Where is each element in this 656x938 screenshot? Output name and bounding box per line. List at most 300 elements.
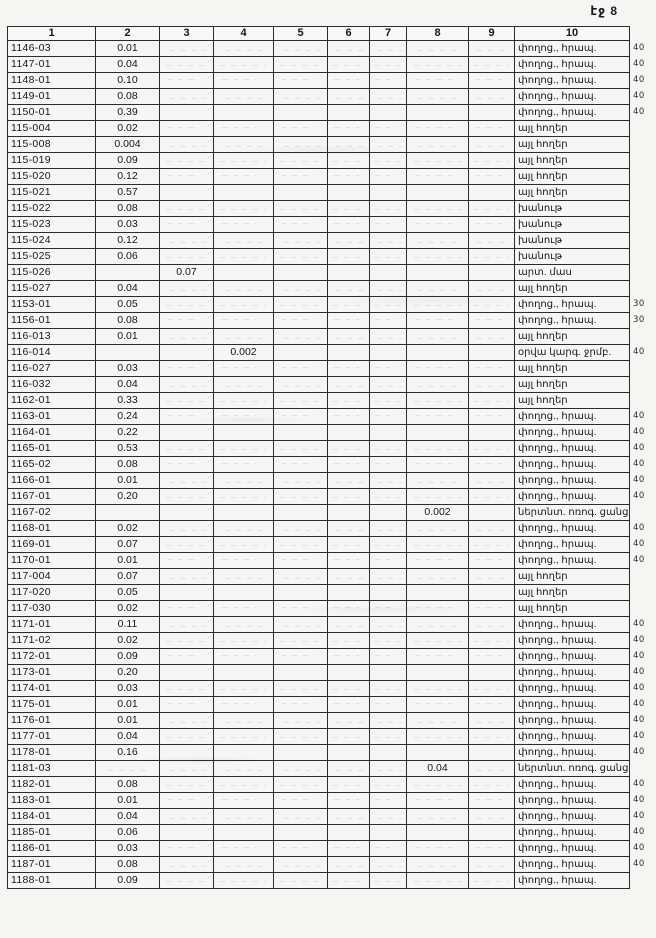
margin-annotation: 30: [633, 299, 645, 310]
table-row: [8, 729, 654, 745]
margin-annotation: 40: [633, 651, 645, 662]
cell-parcel-code: 1148-01: [8, 73, 96, 89]
cell-col-3: [160, 249, 214, 265]
cell-land-use: փողոց., հրապ.: [515, 537, 630, 553]
cell-land-use: փողոց., հրապ.: [515, 873, 630, 889]
cell-land-use: փողոց., հրապ.: [515, 777, 630, 793]
margin-annotation: 40: [633, 91, 645, 102]
margin-annotation: [630, 153, 654, 169]
cell-col-7: [370, 233, 407, 249]
cell-col-6: [328, 793, 370, 809]
cell-col-5: [274, 585, 328, 601]
column-header-7: 7: [370, 27, 407, 41]
cell-col-6: [328, 777, 370, 793]
cell-col-3: [160, 617, 214, 633]
cell-col-2: 0.09: [96, 873, 160, 889]
table-row: [8, 425, 654, 441]
cell-col-9: [469, 409, 515, 425]
cell-land-use: փողոց., հրապ.: [515, 681, 630, 697]
cell-col-2: 0.09: [96, 649, 160, 665]
cell-col-5: [274, 313, 328, 329]
cell-col-9: [469, 297, 515, 313]
table-row: [8, 761, 654, 777]
cell-col-9: [469, 697, 515, 713]
cell-land-use: փողոց., հրապ.: [515, 857, 630, 873]
cell-col-8: [407, 425, 469, 441]
cell-col-9: [469, 537, 515, 553]
cell-col-7: [370, 489, 407, 505]
cell-land-use: ներտնտ. ոռոգ. ցանց: [515, 761, 630, 777]
column-header-10: 10: [515, 27, 630, 41]
cell-col-4: [214, 281, 274, 297]
cell-col-2: 0.03: [96, 361, 160, 377]
cell-col-6: [328, 73, 370, 89]
cell-col-4: [214, 553, 274, 569]
margin-annotation: 40: [633, 859, 645, 870]
table-row: [8, 569, 654, 585]
cell-col-4: [214, 409, 274, 425]
margin-annotation: 40: [633, 347, 645, 358]
column-header-3: 3: [160, 27, 214, 41]
cell-col-4: [214, 217, 274, 233]
cell-col-7: [370, 121, 407, 137]
cell-col-4: [214, 457, 274, 473]
cell-col-5: [274, 521, 328, 537]
table-row: [8, 601, 654, 617]
cell-col-4: [214, 57, 274, 73]
cell-land-use: այլ հողեր: [515, 329, 630, 345]
cell-col-9: [469, 665, 515, 681]
cell-col-6: [328, 537, 370, 553]
margin-annotation: 40: [633, 827, 645, 838]
cell-parcel-code: 1170-01: [8, 553, 96, 569]
cell-col-5: [274, 249, 328, 265]
cell-col-2: 0.03: [96, 841, 160, 857]
cell-col-9: [469, 505, 515, 521]
margin-annotation: 40: [633, 491, 645, 502]
cell-parcel-code: 116-027: [8, 361, 96, 377]
cell-parcel-code: 117-004: [8, 569, 96, 585]
cell-col-5: [274, 361, 328, 377]
cell-col-3: [160, 201, 214, 217]
cell-col-8: [407, 73, 469, 89]
cell-parcel-code: 116-032: [8, 377, 96, 393]
cell-col-9: [469, 585, 515, 601]
cell-land-use: փողոց., հրապ.: [515, 521, 630, 537]
cell-col-2: 0.01: [96, 329, 160, 345]
cell-col-4: [214, 329, 274, 345]
cell-col-6: [328, 41, 370, 57]
cell-col-5: [274, 393, 328, 409]
margin-annotation: [630, 601, 654, 617]
margin-annotation: 40: [633, 523, 645, 534]
table-row: [8, 313, 654, 329]
cell-col-6: [328, 521, 370, 537]
cell-land-use: փողոց., հրապ.: [515, 553, 630, 569]
cell-col-8: [407, 521, 469, 537]
table-row: [8, 649, 654, 665]
cell-parcel-code: 115-004: [8, 121, 96, 137]
cell-col-5: [274, 857, 328, 873]
cell-col-4: [214, 89, 274, 105]
cell-col-3: [160, 361, 214, 377]
cell-col-5: [274, 169, 328, 185]
cell-parcel-code: 1164-01: [8, 425, 96, 441]
cell-parcel-code: 1171-01: [8, 617, 96, 633]
cell-col-9: [469, 153, 515, 169]
cell-col-6: [328, 441, 370, 457]
cell-col-4: [214, 505, 274, 521]
margin-annotation: 40: [633, 411, 645, 422]
margin-annotation: [630, 761, 654, 777]
margin-annotation: 40: [633, 539, 645, 550]
table-row: [8, 169, 654, 185]
cell-col-3: [160, 713, 214, 729]
cell-col-2: 0.20: [96, 489, 160, 505]
cell-col-3: [160, 153, 214, 169]
cell-col-6: [328, 473, 370, 489]
cell-col-5: [274, 665, 328, 681]
column-header-6: 6: [328, 27, 370, 41]
cell-col-9: [469, 825, 515, 841]
cell-col-8: [407, 473, 469, 489]
table-row: [8, 505, 654, 521]
cell-land-use: խանութ: [515, 201, 630, 217]
cell-col-5: [274, 633, 328, 649]
cell-land-use: այլ հողեր: [515, 137, 630, 153]
cell-col-2: 0.08: [96, 457, 160, 473]
cell-col-3: [160, 233, 214, 249]
cell-col-7: [370, 297, 407, 313]
cell-col-6: [328, 745, 370, 761]
table-row: [8, 185, 654, 201]
cell-col-2: [96, 761, 160, 777]
cell-col-9: [469, 313, 515, 329]
cell-col-3: [160, 697, 214, 713]
cell-col-7: [370, 185, 407, 201]
cell-land-use: փողոց., հրապ.: [515, 745, 630, 761]
cell-parcel-code: 1187-01: [8, 857, 96, 873]
column-header-4: 4: [214, 27, 274, 41]
cell-col-8: [407, 265, 469, 281]
cell-col-9: [469, 345, 515, 361]
land-parcel-table: [7, 26, 654, 889]
cell-col-9: [469, 121, 515, 137]
cell-col-2: 0.01: [96, 473, 160, 489]
margin-annotation: [630, 585, 654, 601]
cell-col-3: [160, 377, 214, 393]
cell-parcel-code: 1173-01: [8, 665, 96, 681]
cell-col-4: [214, 265, 274, 281]
cell-land-use: փողոց., հրապ.: [515, 57, 630, 73]
cell-col-3: [160, 873, 214, 889]
column-header-8: 8: [407, 27, 469, 41]
cell-col-5: [274, 233, 328, 249]
cell-col-5: [274, 569, 328, 585]
cell-col-5: [274, 505, 328, 521]
cell-col-3: [160, 649, 214, 665]
cell-col-5: [274, 841, 328, 857]
cell-col-5: [274, 825, 328, 841]
cell-parcel-code: 1169-01: [8, 537, 96, 553]
cell-col-2: 0.01: [96, 793, 160, 809]
cell-parcel-code: 1153-01: [8, 297, 96, 313]
cell-parcel-code: 1147-01: [8, 57, 96, 73]
cell-col-8: [407, 665, 469, 681]
cell-parcel-code: 1183-01: [8, 793, 96, 809]
cell-col-2: 0.16: [96, 745, 160, 761]
margin-annotation: 40: [633, 683, 645, 694]
table-row: [8, 265, 654, 281]
cell-col-8: [407, 585, 469, 601]
table-row: [8, 281, 654, 297]
cell-col-7: [370, 777, 407, 793]
cell-col-7: [370, 105, 407, 121]
cell-col-4: [214, 441, 274, 457]
margin-annotation: [630, 217, 654, 233]
cell-col-6: [328, 825, 370, 841]
cell-col-8: [407, 137, 469, 153]
cell-col-4: [214, 665, 274, 681]
cell-col-3: [160, 537, 214, 553]
cell-col-2: 0.57: [96, 185, 160, 201]
cell-col-7: [370, 281, 407, 297]
cell-land-use: փողոց., հրապ.: [515, 41, 630, 57]
cell-col-8: [407, 345, 469, 361]
cell-col-8: [407, 857, 469, 873]
cell-col-8: [407, 841, 469, 857]
table-row: [8, 473, 654, 489]
cell-col-2: 0.04: [96, 809, 160, 825]
cell-col-5: [274, 57, 328, 73]
cell-col-7: [370, 169, 407, 185]
cell-col-7: [370, 569, 407, 585]
cell-col-8: [407, 297, 469, 313]
cell-col-2: 0.22: [96, 425, 160, 441]
cell-col-7: [370, 73, 407, 89]
cell-col-6: [328, 649, 370, 665]
cell-land-use: խանութ: [515, 233, 630, 249]
cell-col-7: [370, 249, 407, 265]
cell-col-5: [274, 137, 328, 153]
cell-land-use: այլ հողեր: [515, 585, 630, 601]
cell-col-7: [370, 681, 407, 697]
cell-col-6: [328, 217, 370, 233]
cell-col-4: [214, 537, 274, 553]
cell-col-5: [274, 121, 328, 137]
cell-col-9: [469, 761, 515, 777]
cell-col-6: [328, 857, 370, 873]
cell-col-2: 0.12: [96, 233, 160, 249]
cell-col-4: [214, 569, 274, 585]
cell-col-7: [370, 505, 407, 521]
cell-col-3: [160, 521, 214, 537]
cell-parcel-code: 117-030: [8, 601, 96, 617]
column-header-5: 5: [274, 27, 328, 41]
table-row: [8, 841, 654, 857]
cell-col-3: [160, 297, 214, 313]
cell-col-6: [328, 201, 370, 217]
cell-col-5: [274, 617, 328, 633]
cell-col-6: [328, 569, 370, 585]
cell-col-6: [328, 553, 370, 569]
table-row: [8, 697, 654, 713]
cell-parcel-code: 1167-02: [8, 505, 96, 521]
cell-col-3: [160, 281, 214, 297]
cell-col-8: 0.002: [407, 505, 469, 521]
table-row: [8, 441, 654, 457]
cell-col-3: [160, 41, 214, 57]
cell-col-6: [328, 313, 370, 329]
cell-col-8: [407, 169, 469, 185]
cell-col-6: [328, 345, 370, 361]
cell-col-4: [214, 297, 274, 313]
cell-col-3: [160, 329, 214, 345]
cell-col-8: [407, 153, 469, 169]
table-row: [8, 249, 654, 265]
table-row: [8, 793, 654, 809]
margin-annotation: 40: [633, 475, 645, 486]
cell-col-8: [407, 201, 469, 217]
cell-col-3: [160, 553, 214, 569]
cell-land-use: փողոց., հրապ.: [515, 409, 630, 425]
cell-land-use: փողոց., հրապ.: [515, 841, 630, 857]
cell-col-8: [407, 825, 469, 841]
margin-annotation: [630, 393, 654, 409]
cell-col-3: [160, 665, 214, 681]
cell-col-5: [274, 329, 328, 345]
cell-col-4: 0.002: [214, 345, 274, 361]
cell-col-4: [214, 873, 274, 889]
cell-col-3: [160, 505, 214, 521]
cell-col-3: [160, 761, 214, 777]
cell-col-8: [407, 601, 469, 617]
cell-col-2: 0.04: [96, 377, 160, 393]
cell-col-6: [328, 265, 370, 281]
cell-col-2: 0.08: [96, 201, 160, 217]
cell-col-2: 0.01: [96, 713, 160, 729]
cell-col-4: [214, 153, 274, 169]
cell-col-9: [469, 569, 515, 585]
cell-col-7: [370, 441, 407, 457]
cell-col-8: [407, 313, 469, 329]
cell-col-4: [214, 649, 274, 665]
cell-col-2: [96, 505, 160, 521]
cell-col-4: [214, 841, 274, 857]
cell-col-3: [160, 825, 214, 841]
cell-col-6: [328, 233, 370, 249]
cell-parcel-code: 1166-01: [8, 473, 96, 489]
cell-col-2: [96, 265, 160, 281]
cell-parcel-code: 1171-02: [8, 633, 96, 649]
cell-col-5: [274, 553, 328, 569]
cell-col-3: [160, 441, 214, 457]
cell-col-9: [469, 473, 515, 489]
cell-col-7: [370, 873, 407, 889]
cell-col-6: [328, 761, 370, 777]
cell-col-3: [160, 137, 214, 153]
cell-col-2: 0.07: [96, 537, 160, 553]
margin-annotation: 40: [633, 715, 645, 726]
cell-col-6: [328, 809, 370, 825]
cell-col-9: [469, 617, 515, 633]
cell-col-6: [328, 617, 370, 633]
cell-col-6: [328, 105, 370, 121]
table-row: [8, 393, 654, 409]
cell-col-4: [214, 601, 274, 617]
cell-col-3: [160, 89, 214, 105]
cell-col-9: [469, 57, 515, 73]
cell-col-3: [160, 345, 214, 361]
cell-land-use: փողոց., հրապ.: [515, 425, 630, 441]
cell-col-3: [160, 777, 214, 793]
cell-col-8: [407, 393, 469, 409]
cell-col-6: [328, 153, 370, 169]
cell-col-8: [407, 249, 469, 265]
cell-col-7: [370, 729, 407, 745]
cell-col-7: [370, 665, 407, 681]
cell-col-4: [214, 313, 274, 329]
table-row: [8, 553, 654, 569]
cell-col-8: [407, 809, 469, 825]
cell-col-9: [469, 137, 515, 153]
cell-col-2: 0.01: [96, 41, 160, 57]
cell-col-4: [214, 633, 274, 649]
table-row: [8, 345, 654, 361]
margin-annotation: [630, 329, 654, 345]
cell-col-3: [160, 633, 214, 649]
cell-col-2: [96, 345, 160, 361]
cell-col-4: [214, 489, 274, 505]
cell-col-7: [370, 745, 407, 761]
cell-col-5: [274, 441, 328, 457]
cell-col-6: [328, 185, 370, 201]
cell-col-5: [274, 697, 328, 713]
cell-col-4: [214, 521, 274, 537]
cell-parcel-code: 1182-01: [8, 777, 96, 793]
cell-col-9: [469, 361, 515, 377]
cell-col-9: [469, 489, 515, 505]
cell-col-2: 0.12: [96, 169, 160, 185]
cell-col-9: [469, 329, 515, 345]
table-row: [8, 537, 654, 553]
cell-col-9: [469, 169, 515, 185]
table-row: [8, 377, 654, 393]
cell-col-2: 0.33: [96, 393, 160, 409]
cell-land-use: այլ հողեր: [515, 377, 630, 393]
cell-parcel-code: 1165-02: [8, 457, 96, 473]
table-row: [8, 297, 654, 313]
cell-col-7: [370, 393, 407, 409]
cell-col-8: [407, 873, 469, 889]
cell-col-6: [328, 601, 370, 617]
cell-col-5: [274, 649, 328, 665]
cell-col-2: 0.01: [96, 553, 160, 569]
cell-col-8: [407, 793, 469, 809]
cell-col-2: 0.53: [96, 441, 160, 457]
cell-col-3: [160, 585, 214, 601]
cell-col-3: [160, 729, 214, 745]
cell-col-9: [469, 425, 515, 441]
cell-land-use: արտ. մաս: [515, 265, 630, 281]
cell-parcel-code: 1168-01: [8, 521, 96, 537]
cell-land-use: փողոց., հրապ.: [515, 633, 630, 649]
cell-col-9: [469, 777, 515, 793]
cell-col-4: [214, 713, 274, 729]
cell-col-5: [274, 297, 328, 313]
cell-parcel-code: 115-025: [8, 249, 96, 265]
cell-land-use: փողոց., հրապ.: [515, 617, 630, 633]
